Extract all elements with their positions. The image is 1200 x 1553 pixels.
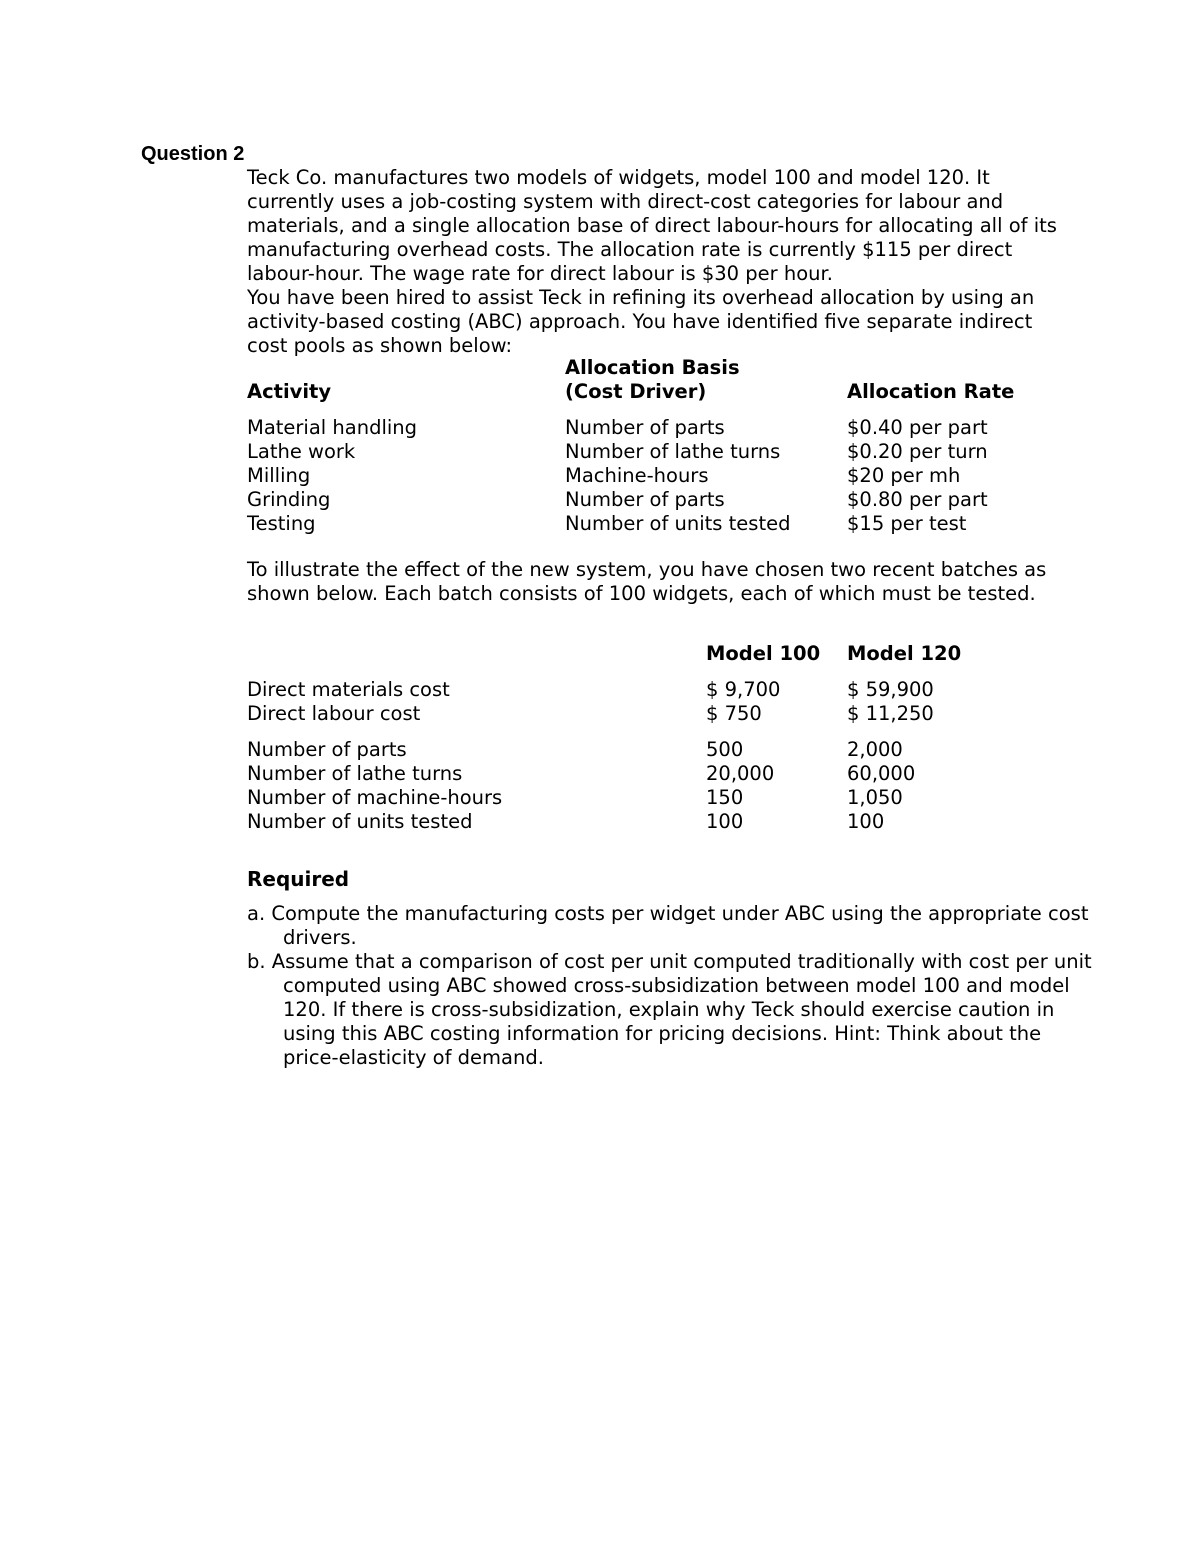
model-120-value: 100 — [847, 810, 885, 833]
required-section — [247, 867, 1092, 1070]
illustrate-section — [247, 558, 1077, 606]
rate-cell: $0.20 per turn — [847, 440, 988, 463]
batch-data-table — [247, 642, 1077, 834]
row-label: Number of parts — [247, 738, 407, 761]
intro-section — [247, 166, 1077, 358]
basis-cell: Number of units tested — [565, 512, 791, 535]
model-120-value: 60,000 — [847, 762, 916, 785]
table-row — [247, 416, 1077, 440]
rate-cell: $0.40 per part — [847, 416, 988, 439]
header-allocation-basis: Allocation Basis — [565, 356, 740, 379]
activity-cell: Testing — [247, 512, 316, 535]
row-label: Number of machine-hours — [247, 786, 503, 809]
model-100-value: 100 — [706, 810, 744, 833]
model-100-value: 500 — [706, 738, 744, 761]
model-100-value: 150 — [706, 786, 744, 809]
table-row — [247, 738, 1077, 762]
rate-cell: $0.80 per part — [847, 488, 988, 511]
table-row — [247, 762, 1077, 786]
activity-cost-pool-table — [247, 356, 1077, 536]
table-row — [247, 702, 1077, 726]
header-cost-driver: (Cost Driver) — [565, 380, 707, 403]
row-label: Direct materials cost — [247, 678, 450, 701]
table-header-row-1 — [247, 356, 1077, 380]
model-120-value: 1,050 — [847, 786, 903, 809]
row-label: Number of units tested — [247, 810, 473, 833]
model-120-value: $ 11,250 — [847, 702, 934, 725]
activity-cell: Material handling — [247, 416, 418, 439]
table-row — [247, 512, 1077, 536]
table-row — [247, 464, 1077, 488]
table-row — [247, 810, 1077, 834]
model-100-value: $ 9,700 — [706, 678, 781, 701]
row-label: Number of lathe turns — [247, 762, 463, 785]
row-label: Direct labour cost — [247, 702, 421, 725]
rate-cell: $20 per mh — [847, 464, 961, 487]
header-allocation-rate: Allocation Rate — [847, 380, 1015, 403]
table-header-row-2 — [247, 380, 1077, 404]
intro-paragraph-1: Teck Co. manufactures two models of widgets, model 100 and model 120. It currently uses a job-costing system with direct-cost categories for labour and materials, and a single allocation base of direct labour-hours for allocating all of its manufacturing overhead costs. The allocation rate is currently $115 per direct labour-hour. The wage rate for direct labour is $30 per hour. — [247, 166, 1057, 285]
activity-cell: Lathe work — [247, 440, 356, 463]
header-activity: Activity — [247, 380, 332, 403]
activity-cell: Grinding — [247, 488, 331, 511]
basis-cell: Machine-hours — [565, 464, 709, 487]
basis-cell: Number of lathe turns — [565, 440, 781, 463]
intro-paragraph-2: You have been hired to assist Teck in refining its overhead allocation by using an activity-based costing (ABC) approach. You have identified five separate indirect cost pools as shown below: — [247, 286, 1035, 357]
table-row — [247, 786, 1077, 810]
table-row — [247, 678, 1077, 702]
table-row — [247, 440, 1077, 464]
header-model-100: Model 100 — [706, 642, 821, 665]
required-heading: Required — [247, 867, 350, 891]
basis-cell: Number of parts — [565, 488, 725, 511]
rate-cell: $15 per test — [847, 512, 967, 535]
required-item-a: a. Compute the manufacturing costs per widget under ABC using the appropriate cost drivers. — [247, 902, 1089, 949]
model-120-value: 2,000 — [847, 738, 903, 761]
model-100-value: $ 750 — [706, 702, 762, 725]
illustrate-paragraph: To illustrate the effect of the new system, you have chosen two recent batches as shown below. Each batch consists of 100 widgets, each of which must be tested. — [247, 558, 1047, 605]
table-row — [247, 488, 1077, 512]
activity-cell: Milling — [247, 464, 311, 487]
basis-cell: Number of parts — [565, 416, 725, 439]
table-header-row — [247, 642, 1077, 666]
model-120-value: $ 59,900 — [847, 678, 934, 701]
required-item-b: b. Assume that a comparison of cost per unit computed traditionally with cost per unit computed using ABC showed cross-subsidization between model 100 and model 120. If there is cross-subsidization, explain why Teck should exercise caution in using this ABC costing information for pricing decisions. Hint: Think about the price-elasticity of demand. — [247, 950, 1092, 1069]
header-model-120: Model 120 — [847, 642, 962, 665]
model-100-value: 20,000 — [706, 762, 775, 785]
question-title: Question 2 — [141, 143, 245, 165]
